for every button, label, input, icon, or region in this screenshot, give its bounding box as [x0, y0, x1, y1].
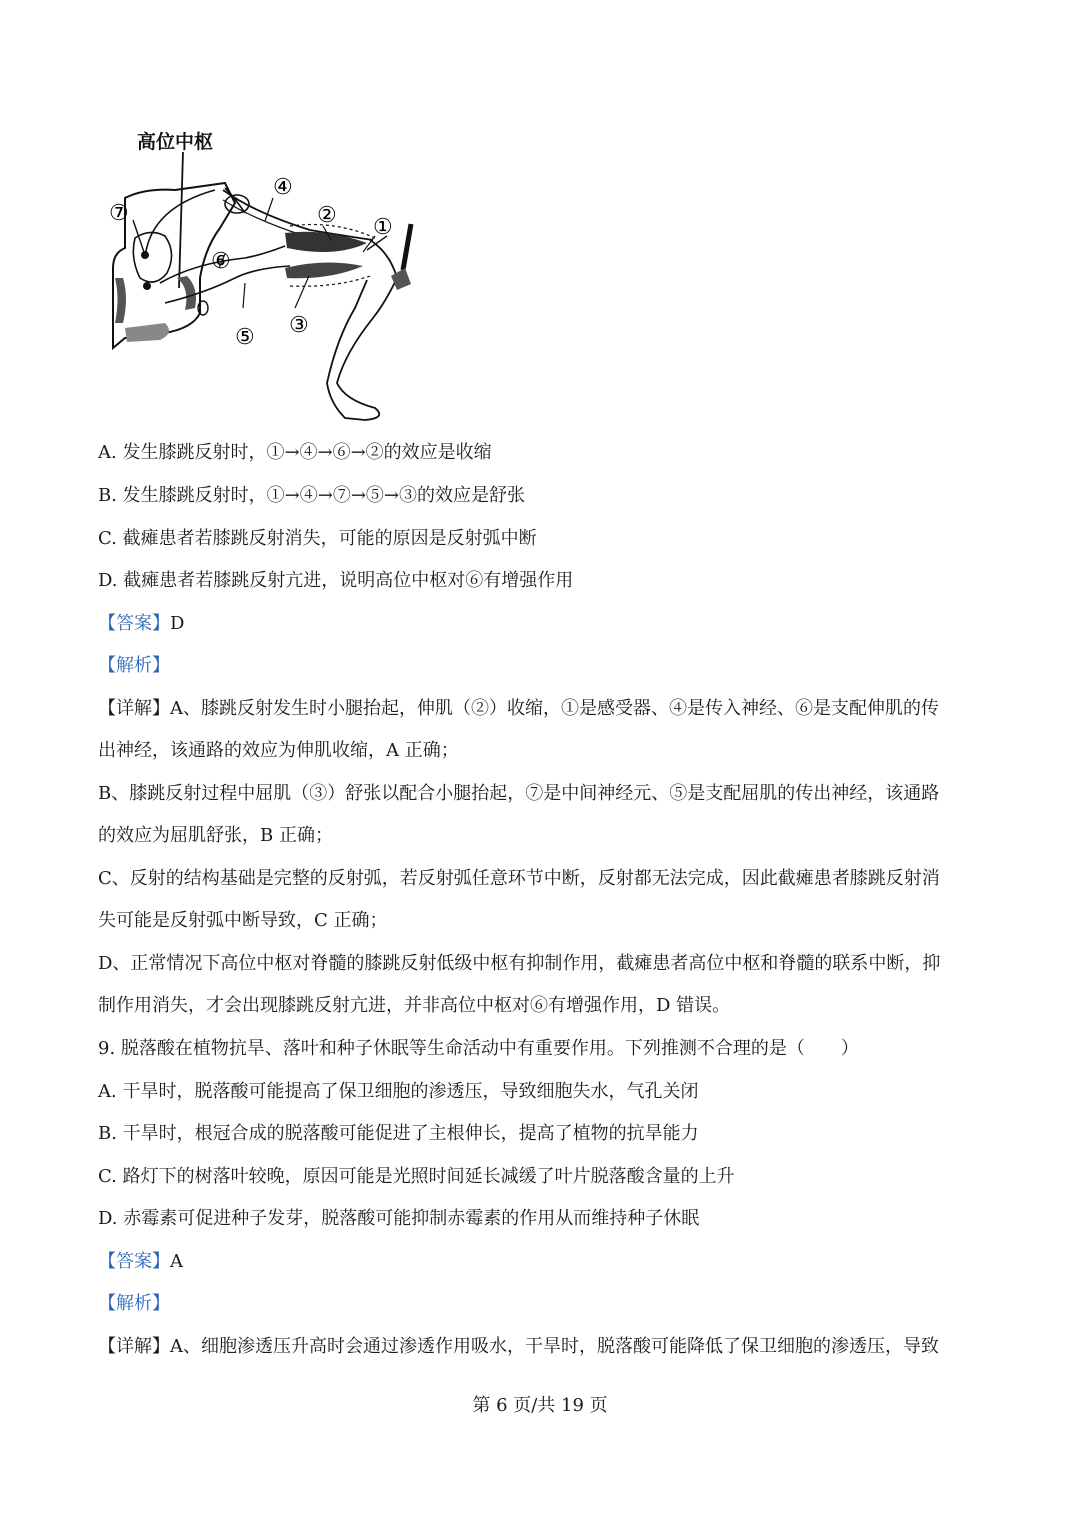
q9-answer: [98, 1250, 988, 1274]
q8-detail-line: 制作用消失，才会出现膝跳反射亢进，并非高位中枢对⑥有增强作用，D 错误。: [98, 995, 731, 1016]
marker-5: ⑤: [235, 325, 255, 350]
marker-7: ⑦: [109, 201, 129, 226]
q8-detail-line: D、正常情况下高位中枢对脊髓的膝跳反射低级中枢有抑制作用，截瘫患者高位中枢和脊髓的联系中断，抑: [98, 953, 941, 974]
q8-detail-line: 出神经，该通路的效应为伸肌收缩，A 正确；: [98, 740, 459, 761]
q8-option-c: C. 截瘫患者若膝跳反射消失，可能的原因是反射弧中断: [98, 528, 537, 549]
answer-tag: 【答案】: [98, 1251, 170, 1272]
q9-option-b: B. 干旱时，根冠合成的脱落酸可能促进了主根伸长，提高了植物的抗旱能力: [98, 1123, 699, 1144]
q8-detail-line: 的效应为屈肌舒张，B 正确；: [98, 825, 333, 846]
q8-answer: [98, 612, 988, 636]
q8-option-a: A. 发生膝跳反射时，①→④→⑥→②的效应是收缩: [98, 442, 492, 463]
answer-value: D: [170, 613, 185, 634]
q8-detail-line: 【详解】A、膝跳反射发生时小腿抬起，伸肌（②）收缩，①是感受器、④是传入神经、⑥是支配伸肌的传: [98, 698, 939, 719]
analysis-tag: 【解析】: [98, 655, 170, 676]
q8-detail-line: B、膝跳反射过程中屈肌（③）舒张以配合小腿抬起，⑦是中间神经元、⑤是支配屈肌的传出神经，该通路: [98, 783, 940, 804]
q9-detail-line: 【详解】A、细胞渗透压升高时会通过渗透作用吸水，干旱时，脱落酸可能降低了保卫细胞的渗透压，导致: [98, 1336, 939, 1357]
marker-3: ③: [289, 313, 309, 338]
q8-detail-line: C、反射的结构基础是完整的反射弧，若反射弧任意环节中断，反射都无法完成，因此截瘫患者膝跳反射消: [98, 868, 940, 889]
analysis-tag: 【解析】: [98, 1293, 170, 1314]
q9-option-a: A. 干旱时，脱落酸可能提高了保卫细胞的渗透压，导致细胞失水，气孔关闭: [98, 1081, 699, 1102]
marker-4: ④: [273, 175, 293, 200]
q9-analysis: [98, 1292, 988, 1316]
detail-tag: 【详解】: [98, 1336, 170, 1357]
reflex-arc-diagram: [105, 128, 425, 428]
q8-analysis: [98, 654, 988, 678]
marker-2: ②: [317, 203, 337, 228]
q8-option-d: D. 截瘫患者若膝跳反射亢进，说明高位中枢对⑥有增强作用: [98, 570, 574, 591]
detail-tag: 【详解】: [98, 698, 170, 719]
answer-tag: 【答案】: [98, 613, 170, 634]
q9-option-c: C. 路灯下的树落叶较晚，原因可能是光照时间延长减缓了叶片脱落酸含量的上升: [98, 1166, 735, 1187]
q9-option-d: D. 赤霉素可促进种子发芽，脱落酸可能抑制赤霉素的作用从而维持种子休眠: [98, 1208, 700, 1229]
diagram-title: 高位中枢: [137, 132, 214, 153]
answer-value: A: [170, 1251, 183, 1272]
q8-detail-line: 失可能是反射弧中断导致，C 正确；: [98, 910, 388, 931]
q8-option-b: B. 发生膝跳反射时，①→④→⑦→⑤→③的效应是舒张: [98, 485, 525, 506]
marker-1: ①: [373, 215, 393, 240]
page-footer: 第 6 页/共 19 页: [472, 1395, 608, 1416]
q9-stem: 9. 脱落酸在植物抗旱、落叶和种子休眠等生命活动中有重要作用。下列推测不合理的是（ ）: [98, 1038, 859, 1059]
marker-6: ⑥: [211, 249, 231, 274]
